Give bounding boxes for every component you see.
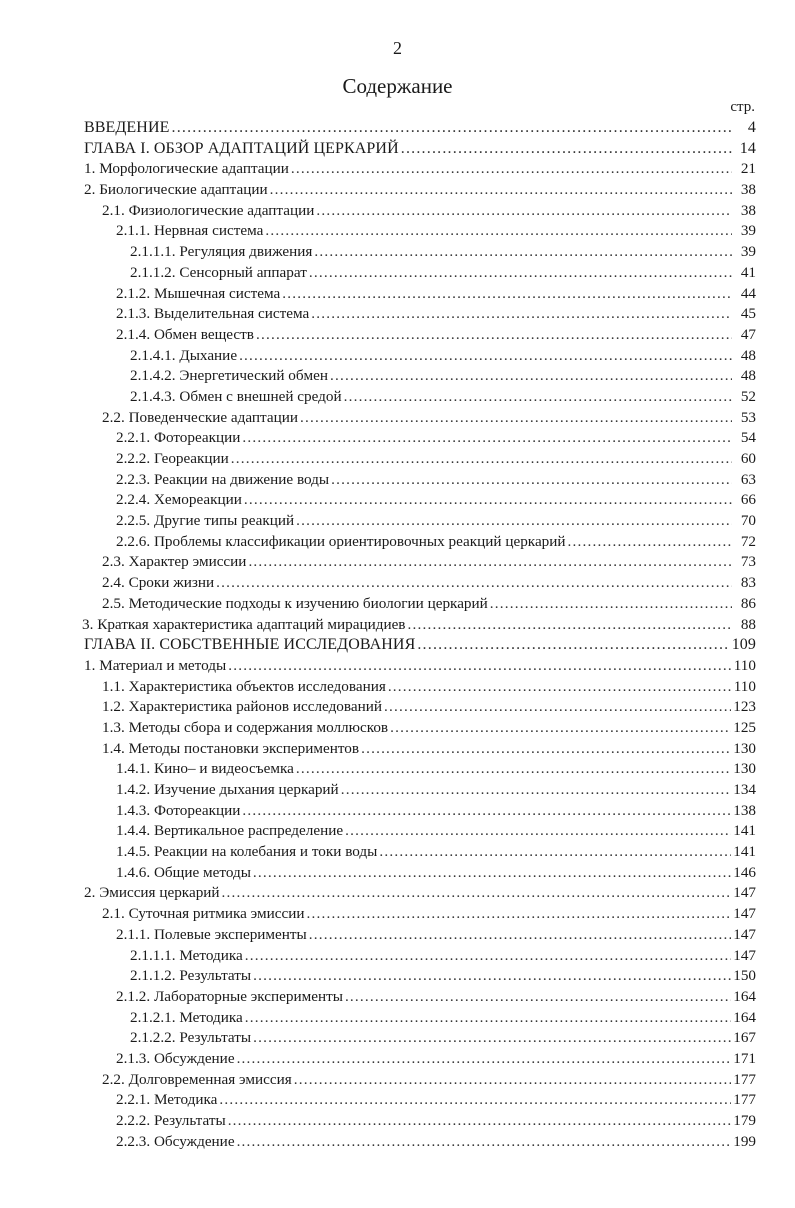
toc-row	[84, 697, 756, 718]
toc-row	[84, 759, 756, 780]
toc-entry-page: 60	[740, 450, 756, 467]
toc-row	[84, 284, 756, 305]
toc-row	[84, 1028, 756, 1049]
toc-entry-page: 199	[733, 1132, 756, 1150]
toc-dot-leader	[490, 594, 732, 615]
toc-entry-label: 1.4.1. Кино– и видеосъемка	[116, 760, 294, 778]
toc-dot-leader	[361, 739, 731, 760]
toc-entry-page: 73	[740, 553, 756, 571]
toc-entry-page: 164	[733, 1008, 756, 1026]
toc-dot-leader	[314, 242, 732, 263]
toc-entry-label: 2.1.3. Обсуждение	[116, 1049, 235, 1067]
toc-entry-label: 2.2.3. Реакции на движение воды	[116, 470, 330, 488]
toc-entry-label: 2.2.3. Обсуждение	[116, 1132, 235, 1150]
toc-entry-label: 2.4. Сроки жизни	[102, 574, 215, 592]
page-title: Содержание	[342, 74, 453, 98]
toc-entry-page: 130	[733, 760, 756, 778]
toc-entry-label: 2.2.4. Хемореакции	[116, 491, 242, 509]
toc-entry-label: 2.1.1. Полевые эксперименты	[116, 925, 307, 943]
toc-dot-leader	[270, 180, 732, 201]
toc-entry-page: 88	[740, 615, 756, 633]
toc-entry-page: 123	[733, 698, 756, 716]
toc-entry-page: 110	[733, 677, 756, 695]
toc-row	[84, 821, 756, 842]
toc-dot-leader	[401, 139, 732, 160]
toc-row	[82, 615, 756, 636]
toc-dot-leader	[388, 677, 732, 698]
toc-entry-label: 2.2.1. Фотореакции	[116, 429, 241, 447]
toc-row	[84, 842, 756, 863]
toc-entry-page: 177	[733, 1091, 756, 1109]
toc-entry-label: 2.1.1.2. Сенсорный аппарат	[130, 263, 307, 281]
toc-entry-page: 141	[733, 822, 756, 840]
toc-entry-label: 2.1.4. Обмен веществ	[116, 325, 254, 343]
toc-entry-label: 1.4. Методы постановки экспериментов	[102, 739, 360, 757]
toc-entry-page: 146	[733, 863, 756, 881]
toc-entry-page: 54	[740, 429, 756, 447]
toc-entry-label: 3. Краткая характеристика адаптаций мирацидиев	[82, 615, 406, 633]
toc-entry-label: 2.1. Суточная ритмика эмиссии	[102, 905, 305, 923]
toc-row	[84, 221, 756, 242]
toc-dot-leader	[417, 635, 729, 656]
toc-entry-page: 39	[740, 222, 756, 240]
toc-entry-page: 52	[740, 387, 756, 405]
toc-dot-leader	[253, 1028, 731, 1049]
toc-dot-leader	[341, 780, 732, 801]
toc-entry-label: 1.4.4. Вертикальное распределение	[116, 822, 344, 840]
toc-dot-leader	[228, 656, 732, 677]
toc-entry-label: 2.1.4.2. Энергетический обмен	[130, 367, 328, 385]
toc-entry-label: 2.1.4.3. Обмен с внешней средой	[130, 387, 342, 405]
toc-entry-label: 2.1.2. Лабораторные эксперименты	[116, 987, 343, 1005]
toc-entry-page: 47	[740, 325, 756, 343]
toc-row	[84, 594, 756, 615]
toc-dot-leader	[407, 615, 732, 636]
toc-row	[84, 304, 756, 325]
toc-entry-page: 138	[733, 801, 756, 819]
toc-entry-page: 53	[740, 408, 756, 426]
toc-entry-page: 38	[740, 181, 756, 199]
toc-dot-leader	[390, 718, 731, 739]
toc-row	[84, 946, 756, 967]
toc-row	[84, 1070, 756, 1091]
toc-row	[84, 987, 756, 1008]
toc-entry-page: 125	[733, 718, 756, 736]
toc-row	[84, 863, 756, 884]
toc-entry-page: 72	[740, 532, 756, 550]
toc-entry-label: 2.5. Методические подходы к изучению биологии церкарий	[102, 594, 488, 612]
toc-row	[84, 387, 756, 408]
toc-dot-leader	[237, 1049, 732, 1070]
toc-dot-leader	[307, 904, 732, 925]
toc-entry-page: 147	[733, 946, 756, 964]
toc-row	[84, 263, 756, 284]
toc-dot-leader	[568, 532, 732, 553]
toc-entry-label: ВВЕДЕНИЕ	[84, 119, 170, 136]
toc-entry-label: 2. Эмиссия церкарий	[84, 884, 220, 902]
toc-dot-leader	[345, 821, 731, 842]
toc-entry-page: 4	[747, 119, 756, 136]
toc-row	[84, 449, 756, 470]
toc-entry-page: 21	[740, 160, 756, 178]
toc-row	[84, 801, 756, 822]
toc-dot-leader	[253, 966, 731, 987]
toc-entry-page: 70	[740, 512, 756, 530]
toc-entry-label: 2.1.4.1. Дыхание	[130, 346, 238, 364]
toc-entry-label: 1.4.2. Изучение дыхания церкарий	[116, 781, 339, 798]
toc-entry-page: 44	[740, 284, 756, 302]
toc-row	[84, 1132, 756, 1153]
toc-entry-label: 2. Биологические адаптации	[84, 181, 268, 199]
toc-row	[84, 366, 756, 387]
toc-entry-label: 2.1.1.1. Регуляция движения	[130, 243, 313, 261]
toc-dot-leader	[256, 325, 732, 346]
toc-row	[84, 1090, 756, 1111]
toc-dot-leader	[384, 697, 731, 718]
toc-entry-page: 109	[731, 636, 756, 654]
toc-dot-leader	[219, 1090, 731, 1111]
toc-dot-leader	[379, 842, 731, 863]
toc-row	[84, 1049, 756, 1070]
toc-entry-label: 2.1.2.1. Методика	[130, 1008, 243, 1026]
toc-row	[84, 780, 756, 801]
toc-row	[84, 346, 756, 367]
toc-entry-page: 83	[740, 574, 756, 592]
toc-row	[84, 180, 756, 201]
toc-entry-page: 110	[733, 656, 756, 674]
toc-row	[84, 408, 756, 429]
toc-entry-label: 2.2. Поведенческие адаптации	[102, 408, 298, 426]
page-number: 2	[393, 38, 402, 58]
toc-entry-label: 1.4.5. Реакции на колебания и токи воды	[116, 843, 378, 861]
toc-dot-leader	[242, 801, 731, 822]
toc-entry-page: 48	[740, 367, 756, 385]
toc-entry-label: 2.1.2. Мышечная система	[116, 284, 281, 302]
toc-dot-leader	[265, 221, 732, 242]
toc-entry-page: 14	[739, 139, 756, 157]
toc-dot-leader	[244, 490, 732, 511]
toc-entry-label: 2.3. Характер эмиссии	[102, 553, 247, 571]
toc-entry-label: 2.1.1.1. Методика	[130, 946, 243, 964]
toc-row	[84, 1008, 756, 1029]
toc-entry-page: 66	[740, 491, 756, 509]
toc-dot-leader	[296, 759, 731, 780]
toc-entry-label: 1.2. Характеристика районов исследований	[102, 698, 382, 716]
toc-dot-leader	[228, 1111, 732, 1132]
toc-row	[84, 428, 756, 449]
toc-chapter-row	[84, 635, 756, 656]
toc-chapter-row	[84, 118, 756, 139]
toc-entry-label: 2.1.3. Выделительная система	[116, 305, 310, 323]
toc-entry-page: 38	[740, 201, 756, 219]
toc-entry-label: 2.1.2.2. Результаты	[130, 1029, 252, 1047]
toc-entry-label: 2.1.1. Нервная система	[116, 222, 264, 240]
toc-dot-leader	[172, 118, 733, 139]
toc-dot-leader	[294, 1070, 732, 1091]
toc-row	[84, 677, 756, 698]
toc-dot-leader	[237, 1132, 732, 1153]
toc-dot-leader	[331, 470, 732, 491]
toc-dot-leader	[300, 408, 732, 429]
toc-entry-page: 48	[740, 346, 756, 364]
toc-entry-page: 177	[733, 1070, 756, 1088]
toc-entry-label: 1. Морфологические адаптации	[84, 160, 289, 178]
toc-dot-leader	[216, 573, 732, 594]
toc-entry-page: 63	[740, 470, 756, 488]
toc-entry-page: 164	[733, 987, 756, 1005]
toc-row	[84, 511, 756, 532]
toc-entry-page: 167	[733, 1029, 756, 1047]
toc-dot-leader	[222, 883, 732, 904]
toc-entry-page: 45	[740, 305, 756, 323]
toc-row	[84, 904, 756, 925]
toc-dot-leader	[231, 449, 732, 470]
toc-row	[84, 573, 756, 594]
toc-row	[84, 1111, 756, 1132]
toc-dot-leader	[253, 863, 731, 884]
toc-row	[84, 490, 756, 511]
page-column-label: стр.	[730, 99, 755, 115]
toc-entry-page: 130	[733, 739, 756, 757]
toc-entry-page: 171	[733, 1049, 756, 1067]
toc-row	[84, 883, 756, 904]
toc-entry-label: 2.2.6. Проблемы классификации ориентировочных реакций церкарий	[116, 532, 566, 550]
toc-entry-label: 2.2. Долговременная эмиссия	[102, 1070, 292, 1088]
toc-row	[84, 201, 756, 222]
toc-dot-leader	[242, 428, 732, 449]
toc-dot-leader	[309, 263, 732, 284]
toc-row	[84, 925, 756, 946]
toc-dot-leader	[345, 987, 731, 1008]
toc-row	[84, 470, 756, 491]
toc-entry-page: 147	[733, 884, 756, 902]
toc-entry-label: 2.1. Физиологические адаптации	[102, 201, 315, 219]
toc-entry-label: 1. Материал и методы	[84, 656, 227, 674]
toc-row	[84, 966, 756, 987]
toc-dot-leader	[291, 159, 732, 180]
toc-dot-leader	[330, 366, 732, 387]
toc-chapter-row	[84, 139, 756, 160]
toc-dot-leader	[309, 925, 731, 946]
toc-row	[84, 739, 756, 760]
toc-entry-label: 2.2.1. Методика	[116, 1091, 218, 1109]
toc-row	[84, 242, 756, 263]
toc-row	[84, 159, 756, 180]
toc-entry-label: 1.4.6. Общие методы	[116, 863, 251, 881]
table-of-contents	[84, 118, 756, 1152]
toc-entry-label: 1.3. Методы сбора и содержания моллюсков	[102, 718, 389, 736]
toc-entry-page: 150	[733, 967, 756, 985]
toc-entry-label: 1.1. Характеристика объектов исследования	[102, 677, 386, 695]
toc-dot-leader	[282, 284, 732, 305]
toc-entry-page: 147	[733, 905, 756, 923]
toc-entry-page: 179	[733, 1112, 756, 1129]
toc-dot-leader	[239, 346, 732, 367]
toc-entry-label: 2.1.1.2. Результаты	[130, 967, 252, 985]
toc-row	[84, 718, 756, 739]
toc-dot-leader	[344, 387, 732, 408]
toc-dot-leader	[296, 511, 732, 532]
toc-entry-page: 39	[740, 243, 756, 261]
toc-dot-leader	[245, 946, 731, 967]
toc-entry-label: 2.2.2. Георeакции	[116, 450, 229, 467]
toc-entry-page: 147	[733, 925, 756, 943]
toc-dot-leader	[248, 552, 732, 573]
toc-entry-label: 2.2.2. Результаты	[116, 1112, 226, 1129]
toc-dot-leader	[245, 1008, 731, 1029]
toc-row	[84, 532, 756, 553]
toc-entry-page: 134	[733, 781, 756, 798]
toc-entry-label: ГЛАВА I. ОБЗОР АДАПТАЦИЙ ЦЕРКАРИЙ	[84, 139, 399, 157]
toc-dot-leader	[316, 201, 732, 222]
toc-entry-label: 2.2.5. Другие типы реакций	[116, 512, 295, 530]
toc-row	[84, 325, 756, 346]
toc-entry-page: 86	[740, 594, 756, 612]
toc-entry-label: ГЛАВА II. СОБСТВЕННЫЕ ИССЛЕДОВАНИЯ	[84, 636, 416, 654]
toc-dot-leader	[311, 304, 732, 325]
toc-entry-page: 41	[740, 263, 756, 281]
toc-row	[84, 552, 756, 573]
toc-row	[84, 656, 756, 677]
toc-entry-page: 141	[733, 843, 756, 861]
toc-entry-label: 1.4.3. Фотореакции	[116, 801, 241, 819]
